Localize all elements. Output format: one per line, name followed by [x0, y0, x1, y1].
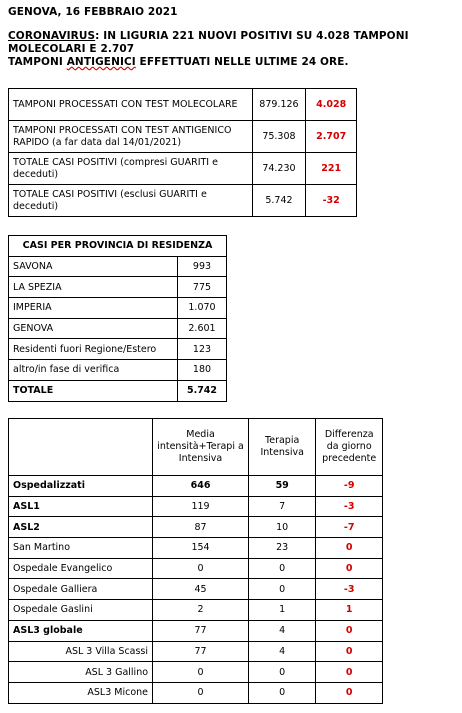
table-row: [9, 318, 227, 339]
test-label: TAMPONI PROCESSATI CON TEST MOLECOLARE: [9, 89, 253, 121]
province-value: 2.601: [178, 318, 227, 339]
hospital-media: 646: [153, 476, 249, 497]
table-header-row: [9, 236, 227, 257]
test-total: 74.230: [252, 153, 306, 185]
table-row: [9, 620, 383, 641]
table-row: [9, 641, 383, 662]
test-label: TOTALE CASI POSITIVI (esclusi GUARITI e deceduti): [9, 185, 253, 217]
table-row: [9, 153, 357, 185]
table-row: [9, 121, 357, 153]
province-table: [8, 235, 227, 402]
hospital-diff: 0: [316, 641, 383, 662]
hospital-media: 77: [153, 641, 249, 662]
hospital-name: ASL3 Micone: [9, 682, 153, 703]
hospital-name: Ospedale Galliera: [9, 579, 153, 600]
hospital-ti: 0: [249, 682, 316, 703]
province-name: Residenti fuori Regione/Estero: [9, 339, 178, 360]
province-value: 123: [178, 339, 227, 360]
test-delta: 4.028: [306, 89, 357, 121]
hospital-ti: 0: [249, 662, 316, 683]
table-row: [9, 496, 383, 517]
province-total-label: TOTALE: [9, 380, 178, 401]
document-headline: [8, 30, 458, 69]
hospital-media: 0: [153, 558, 249, 579]
province-value: 1.070: [178, 298, 227, 319]
hospital-diff: 0: [316, 538, 383, 559]
hospital-ti: 7: [249, 496, 316, 517]
table-row: [9, 579, 383, 600]
hospital-ti: 59: [249, 476, 316, 497]
province-total-value: 5.742: [178, 380, 227, 401]
hospital-media: 154: [153, 538, 249, 559]
table-row: [9, 256, 227, 277]
table-row: [9, 476, 383, 497]
table-row: [9, 682, 383, 703]
hospital-name: ASL1: [9, 496, 153, 517]
table-row: [9, 517, 383, 538]
hospital-ti: 23: [249, 538, 316, 559]
hospital-ti: 4: [249, 620, 316, 641]
hospital-name: Ospedale Gaslini: [9, 600, 153, 621]
headline-line2-word: ANTIGENICI: [66, 56, 136, 68]
table-header-row: [9, 419, 383, 476]
hospital-media: 0: [153, 662, 249, 683]
test-label: TOTALE CASI POSITIVI (compresi GUARITI e deceduti): [9, 153, 253, 185]
hospital-diff: -9: [316, 476, 383, 497]
table-row: [9, 558, 383, 579]
table-row: [9, 538, 383, 559]
hospital-diff: -3: [316, 496, 383, 517]
province-name: SAVONA: [9, 256, 178, 277]
hospital-name: Ospedalizzati: [9, 476, 153, 497]
headline-line2-pre: TAMPONI: [8, 56, 67, 68]
hospital-media: 0: [153, 682, 249, 703]
headline-line1: : IN LIGURIA 221 NUOVI POSITIVI SU 4.028 TAMPONI MOLECOLARI E 2.707: [8, 30, 409, 55]
test-total: 75.308: [252, 121, 306, 153]
hospital-name: Ospedale Evangelico: [9, 558, 153, 579]
hospital-name: San Martino: [9, 538, 153, 559]
province-name: GENOVA: [9, 318, 178, 339]
province-name: altro/in fase di verifica: [9, 360, 178, 381]
hospital-diff: 0: [316, 558, 383, 579]
hospital-ti: 0: [249, 579, 316, 600]
table-row: [9, 600, 383, 621]
hospital-media: 119: [153, 496, 249, 517]
hospital-diff: 1: [316, 600, 383, 621]
hospital-header-diff: Differenza da giorno precedente: [316, 419, 383, 476]
table-row: [9, 380, 227, 401]
hospital-diff: 0: [316, 620, 383, 641]
tests-table: [8, 88, 357, 217]
table-row: [9, 89, 357, 121]
table-row: [9, 277, 227, 298]
test-total: 879.126: [252, 89, 306, 121]
hospital-header-empty: [9, 419, 153, 476]
hospital-name: ASL3 globale: [9, 620, 153, 641]
headline-line2-post: EFFETTUATI NELLE ULTIME 24 ORE.: [135, 56, 349, 68]
hospital-diff: -3: [316, 579, 383, 600]
table-row: [9, 185, 357, 217]
test-label: TAMPONI PROCESSATI CON TEST ANTIGENICO RAPIDO (a far data dal 14/01/2021): [9, 121, 253, 153]
table-row: [9, 662, 383, 683]
hospital-name: ASL2: [9, 517, 153, 538]
table-row: [9, 360, 227, 381]
hospital-ti: 4: [249, 641, 316, 662]
hospital-header-media: Media intensità+Terapi a Intensiva: [153, 419, 249, 476]
hospital-ti: 10: [249, 517, 316, 538]
test-delta: -32: [306, 185, 357, 217]
hospital-diff: 0: [316, 682, 383, 703]
hospital-ti: 1: [249, 600, 316, 621]
hospital-header-ti: Terapia Intensiva: [249, 419, 316, 476]
table-row: [9, 298, 227, 319]
province-value: 180: [178, 360, 227, 381]
hospital-media: 45: [153, 579, 249, 600]
test-delta: 2.707: [306, 121, 357, 153]
province-value: 993: [178, 256, 227, 277]
hospital-diff: 0: [316, 662, 383, 683]
province-name: IMPERIA: [9, 298, 178, 319]
test-delta: 221: [306, 153, 357, 185]
province-value: 775: [178, 277, 227, 298]
hospital-name: ASL 3 Gallino: [9, 662, 153, 683]
hospital-name: ASL 3 Villa Scassi: [9, 641, 153, 662]
table-row: [9, 339, 227, 360]
hospital-media: 2: [153, 600, 249, 621]
province-table-header: CASI PER PROVINCIA DI RESIDENZA: [9, 236, 227, 257]
hospital-diff: -7: [316, 517, 383, 538]
test-total: 5.742: [252, 185, 306, 217]
hospital-table: [8, 418, 383, 704]
hospital-media: 87: [153, 517, 249, 538]
document-date: GENOVA, 16 FEBBRAIO 2021: [8, 6, 178, 18]
headline-prefix: CORONAVIRUS: [8, 30, 96, 42]
province-name: LA SPEZIA: [9, 277, 178, 298]
hospital-ti: 0: [249, 558, 316, 579]
hospital-media: 77: [153, 620, 249, 641]
